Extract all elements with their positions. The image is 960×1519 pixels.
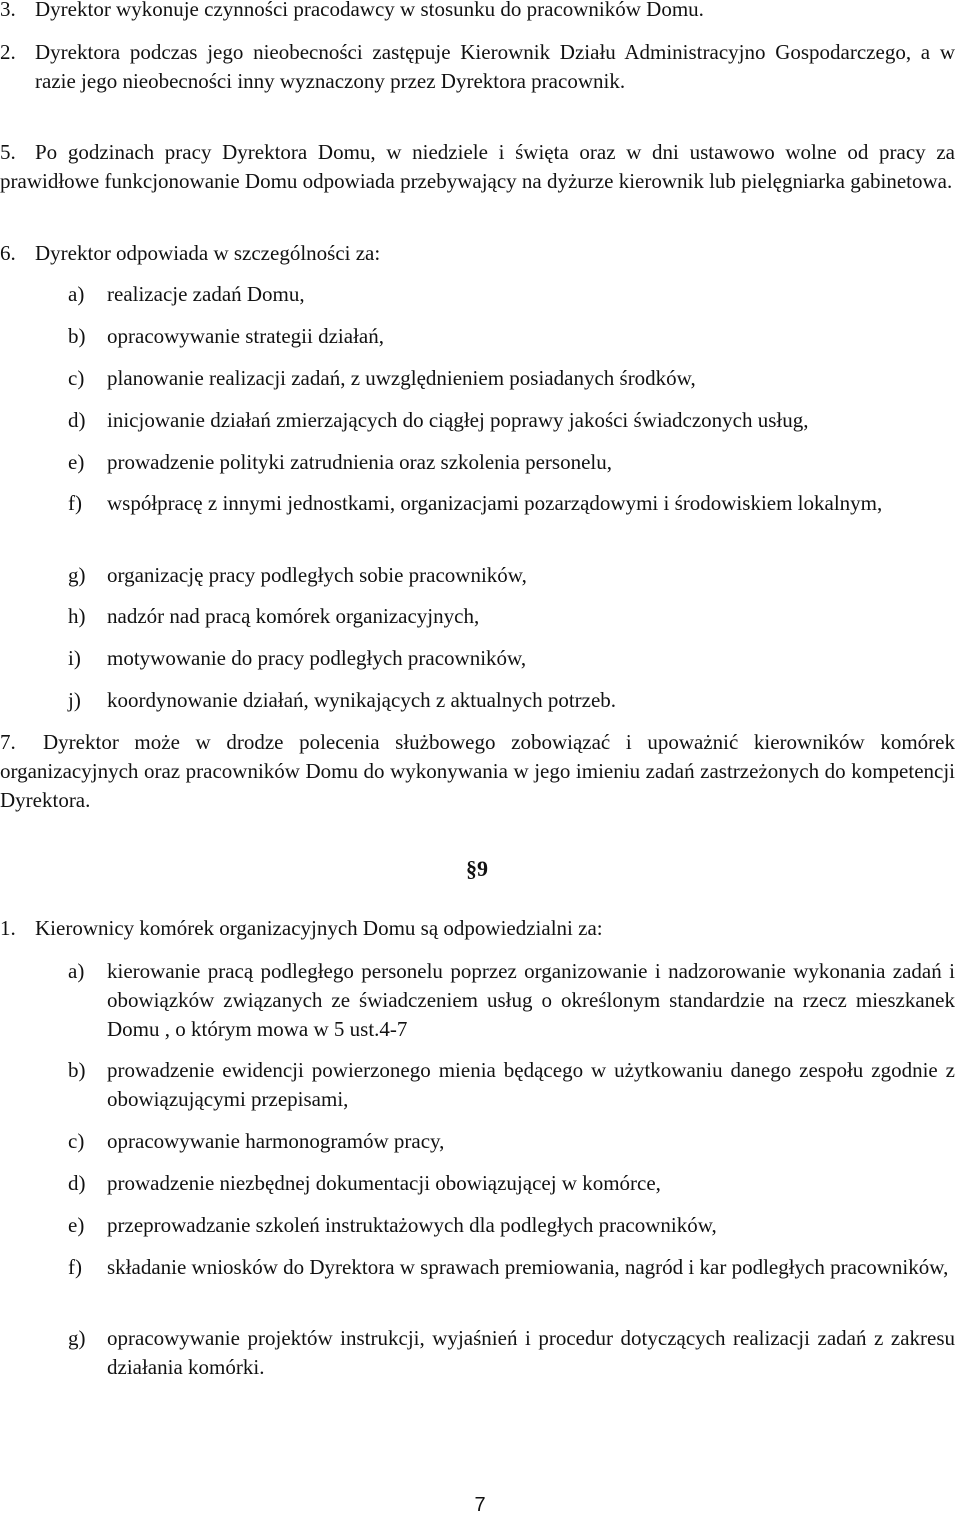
list-item-label: g)	[68, 563, 86, 587]
paragraph-number: 1.	[0, 916, 16, 940]
paragraph-number: 2.	[0, 40, 16, 64]
list-item	[68, 489, 955, 518]
list-item	[68, 322, 955, 351]
page-number: 7	[474, 1494, 486, 1516]
list-item-label: e)	[68, 1213, 85, 1237]
list-item-text: prowadzenie niezbędnej dokumentacji obowiązującej w komórce,	[107, 1171, 661, 1195]
list-item-label: j)	[68, 688, 81, 712]
paragraph-number: 3.	[0, 0, 16, 21]
paragraph-5	[0, 138, 955, 196]
paragraph-number: 6.	[0, 241, 16, 265]
list-item-text: współpracę z innymi jednostkami, organizacjami pozarządowymi i środowiskiem lokalnym,	[107, 491, 883, 515]
list-item	[68, 602, 955, 631]
list-item-label: f)	[68, 491, 82, 515]
list-item-label: f)	[68, 1255, 82, 1279]
list-item	[68, 1211, 955, 1240]
list-item	[68, 1169, 955, 1198]
list-item-text: składanie wniosków do Dyrektora w sprawach premiowania, nagród i kar podległych pracowników,	[107, 1255, 949, 1279]
list-item-text: organizację pracy podległych sobie pracowników,	[107, 563, 527, 587]
list-item-label: b)	[68, 1058, 86, 1082]
list-item-label: e)	[68, 450, 85, 474]
list-item-text: prowadzenie ewidencji powierzonego mienia będącego w użytkowaniu danego zespołu zgodnie z obowiązującymi przepisami,	[107, 1058, 955, 1111]
paragraph-number: 5.	[0, 140, 16, 164]
list-item-text: koordynowanie działań, wynikających z aktualnych potrzeb.	[107, 688, 617, 712]
list-item-text: realizacje zadań Domu,	[107, 282, 305, 306]
list-item-text: opracowywanie strategii działań,	[107, 324, 384, 348]
list-item-label: g)	[68, 1326, 86, 1350]
list-item-label: h)	[68, 604, 86, 628]
list-item-label: d)	[68, 408, 86, 432]
list-item-text: opracowywanie projektów instrukcji, wyjaśnień i procedur dotyczących realizacji zadań z zakresu działania komórki.	[107, 1326, 955, 1379]
paragraph-3	[0, 0, 955, 24]
paragraph-text: Dyrektor wykonuje czynności pracodawcy w stosunku do pracowników Domu.	[35, 0, 704, 21]
paragraph-text: Dyrektora podczas jego nieobecności zastępuje Kierownik Działu Administracyjno Gospodarczego, a w razie jego nieobecności inny wyznaczony przez Dyrektora pracownik.	[35, 40, 955, 93]
list-item	[68, 364, 955, 393]
list-item	[68, 1127, 955, 1156]
list-item	[68, 1253, 955, 1282]
list-item-text: planowanie realizacji zadań, z uwzględnieniem posiadanych środków,	[107, 366, 696, 390]
list-item-label: a)	[68, 959, 85, 983]
list-item-label: b)	[68, 324, 86, 348]
paragraph-7	[0, 728, 955, 815]
list-item	[68, 448, 955, 477]
list-item	[68, 406, 955, 435]
list-item-text: opracowywanie harmonogramów pracy,	[107, 1129, 445, 1153]
list-item-label: a)	[68, 282, 85, 306]
paragraph-2	[0, 38, 955, 96]
list-item-text: kierowanie pracą podległego personelu poprzez organizowanie i nadzorowanie wykonania zadań i obowiązków związanych ze świadczeniem usług o określonym standardzie na rzecz mieszkanek Domu , o którym mowa w 5 ust.4-7	[107, 959, 955, 1041]
paragraph-text: Kierownicy komórek organizacyjnych Domu są odpowiedzialni za:	[35, 916, 603, 940]
paragraph-1	[0, 914, 955, 943]
list-item-text: nadzór nad pracą komórek organizacyjnych,	[107, 604, 480, 628]
list-item-text: motywowanie do pracy podległych pracowników,	[107, 646, 527, 670]
list-item	[68, 280, 955, 309]
list-item	[68, 1056, 955, 1114]
list-item-text: przeprowadzanie szkoleń instruktażowych dla podległych pracowników,	[107, 1213, 717, 1237]
list-item-text: prowadzenie polityki zatrudnienia oraz szkolenia personelu,	[107, 450, 612, 474]
list-item-label: d)	[68, 1171, 86, 1195]
list-item-label: i)	[68, 646, 81, 670]
list-item	[68, 561, 955, 590]
list-item	[68, 957, 955, 1044]
paragraph-text: Dyrektor może w drodze polecenia służbowego zobowiązać i upoważnić kierowników komórek organizacyjnych oraz pracowników Domu do wykonywania w jego imieniu zadań zastrzeżonych do kompetencji Dyrektora.	[0, 730, 955, 812]
list-item	[68, 644, 955, 673]
paragraph-text: Po godzinach pracy Dyrektora Domu, w niedziele i święta oraz w dni ustawowo wolne od pracy za prawidłowe funkcjonowanie Domu odpowiada przebywający na dyżurze kierownik lub pielęgniarka gabinetowa.	[0, 140, 955, 193]
list-item-label: c)	[68, 1129, 85, 1153]
list-item-label: c)	[68, 366, 85, 390]
list-item	[68, 1324, 955, 1382]
list-item	[68, 686, 955, 715]
section-heading: §9	[466, 856, 488, 881]
paragraph-number: 7.	[0, 730, 16, 754]
list-item-text: inicjowanie działań zmierzających do ciągłej poprawy jakości świadczonych usług,	[107, 408, 809, 432]
paragraph-text: Dyrektor odpowiada w szczególności za:	[35, 241, 381, 265]
paragraph-6	[0, 239, 955, 268]
